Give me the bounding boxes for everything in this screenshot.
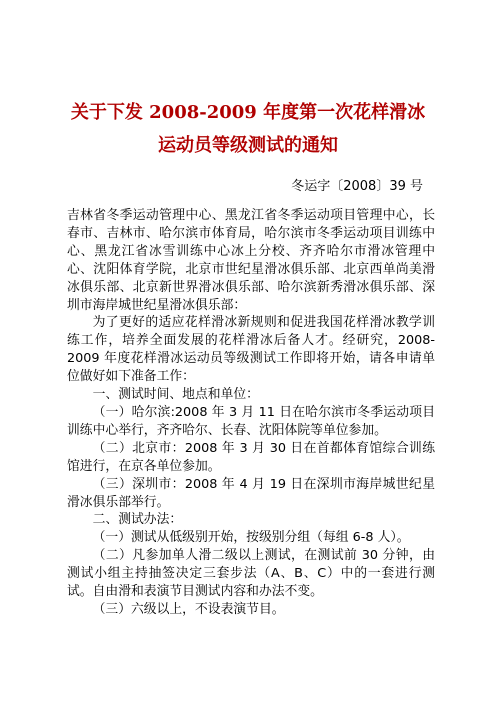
intro-paragraph: 为了更好的适应花样滑冰新规则和促进我国花样滑冰教学训练工作，培养全面发展的花样滑冰后备人才。经研究，2008-2009 年度花样滑冰运动员等级测试工作即将开始，请各申请单位做好如下准备工作： [67, 315, 435, 385]
method-item-1: （一）测试从低级别开始，按级别分组（每组 6-8 人）。 [92, 530, 410, 546]
document-number: 冬运字〔2008〕39 号 [291, 179, 423, 194]
recipients-paragraph: 吉林省冬季运动管理中心、黑龙江省冬季运动项目管理中心，长春市、吉林市、哈尔滨市体育局，哈尔滨市冬季运动项目训练中心、黑龙江省冰雪训练中心冰上分校、齐齐哈尔市滑冰管理中心、沈阳体育学院，北京市世纪星滑冰俱乐部、北京西单尚美滑冰俱乐部、北京新世界滑冰俱乐部、哈尔滨新秀滑冰俱乐部、深圳市海岸城世纪星滑冰俱乐部： [67, 208, 435, 313]
item-harbin: （一）哈尔滨:2008 年 3 月 11 日在哈尔滨市冬季运动项目训练中心举行，齐齐哈尔、长春、沈阳体院等单位参加。 [67, 404, 435, 438]
title-line-2: 运动员等级测试的通知 [158, 135, 338, 156]
document-body [67, 207, 435, 619]
section-heading-time-place: 一、测试时间、地点和单位： [92, 387, 259, 403]
section-heading-method: 二、测试办法： [92, 512, 183, 528]
method-item-3: （三）六级以上，不设表演节目。 [92, 601, 285, 617]
title-line-1: 关于下发 2008-2009 年度第一次花样滑冰 [70, 102, 426, 123]
item-shenzhen: （三）深圳市：2008 年 4 月 19 日在深圳市海岸城世纪星滑冰俱乐部举行。 [67, 476, 435, 510]
method-item-2: （二）凡参加单人滑二级以上测试，在测试前 30 分钟，由测试小组主持抽签决定三套步法（A、B、C）中的一套进行测试。自由滑和表演节目测试内容和办法不变。 [67, 548, 435, 600]
item-beijing: （二）北京市：2008 年 3 月 30 日在首都体育馆综合训练馆进行，在京各单位参加。 [67, 440, 435, 474]
